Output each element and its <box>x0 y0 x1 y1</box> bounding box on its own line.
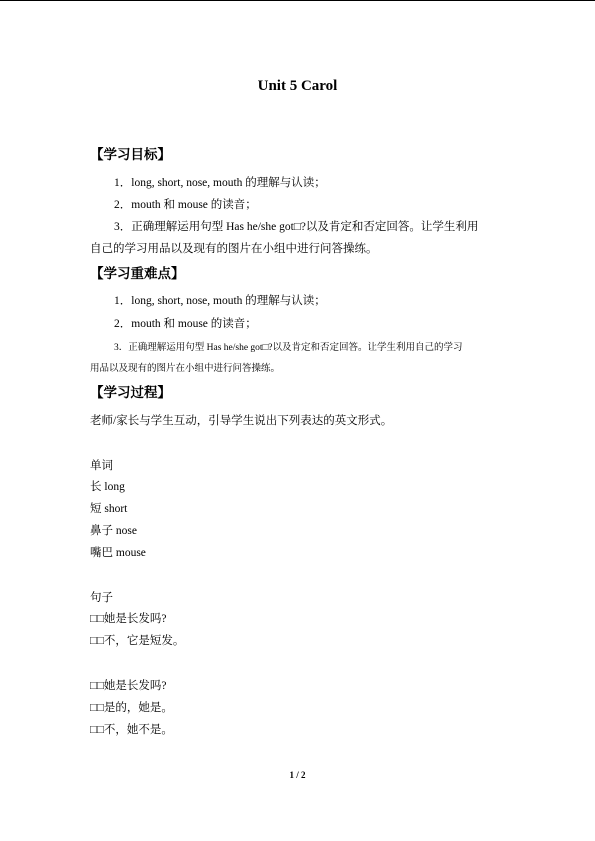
word-item: 短 short <box>90 503 128 515</box>
section-heading-key-points: 【学习重难点】 <box>90 266 185 282</box>
words-label: 单词 <box>90 460 113 472</box>
sentences-label: 句子 <box>90 592 113 604</box>
key-point-item-2: 2．mouth 和 mouse 的读音； <box>114 318 257 330</box>
goal-item-3: 3．正确理解运用句型 Has he/she got□?以及肯定和否定回答。让学生利用 <box>114 221 479 233</box>
word-item: 长 long <box>90 481 125 493</box>
key-point-item-1: 1．long, short, nose, mouth 的理解与认读； <box>114 295 326 307</box>
key-point-item-3-cont: 用品以及现有的图片在小组中进行问答操练。 <box>90 364 281 374</box>
key-point-item-3: 3．正确理解运用句型 Has he/she got□?以及肯定和否定回答。让学生利用自己的学习 <box>114 343 463 353</box>
sentence-item: □□不，她不是。 <box>90 724 173 736</box>
sentence-item: □□是的，她是。 <box>90 702 173 714</box>
page-number: 1 / 2 <box>289 770 306 780</box>
sentence-item: □□不，它是短发。 <box>90 635 185 647</box>
word-item: 鼻子 nose <box>90 525 137 537</box>
sentence-item: □□她是长发吗? <box>90 613 167 625</box>
process-intro: 老师/家长与学生互动，引导学生说出下列表达的英文形式。 <box>90 415 393 427</box>
word-item: 嘴巴 mouse <box>90 547 146 559</box>
goal-item-2: 2．mouth 和 mouse 的读音； <box>114 199 257 211</box>
goal-item-1: 1．long, short, nose, mouth 的理解与认读； <box>114 177 326 189</box>
section-heading-goals: 【学习目标】 <box>90 147 171 163</box>
section-heading-process: 【学习过程】 <box>90 385 171 401</box>
top-border <box>0 0 595 1</box>
goal-item-3-cont: 自己的学习用品以及现有的图片在小组中进行问答操练。 <box>90 243 378 255</box>
page-title: Unit 5 Carol <box>257 78 338 94</box>
sentence-item: □□她是长发吗? <box>90 680 167 692</box>
